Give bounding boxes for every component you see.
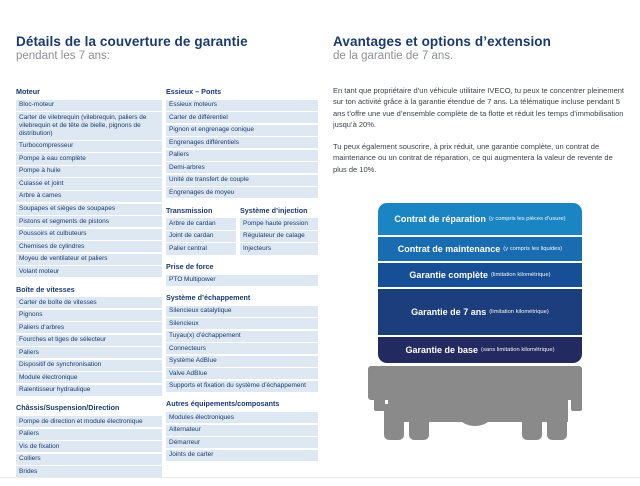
coverage-column bbox=[16, 88, 162, 486]
warranty-layer-note: (limitation kilométrique) bbox=[490, 272, 551, 278]
coverage-item: Pompe à eau complète bbox=[16, 153, 162, 164]
coverage-item: Pistons et segments de pistons bbox=[16, 216, 162, 227]
truck-wheel bbox=[547, 404, 567, 440]
coverage-block-group bbox=[166, 88, 318, 200]
coverage-block-group bbox=[166, 263, 318, 287]
advantages-paragraph-2: Tu peux également souscrire, à prix réduit, une garantie complète, un contrat de maintenance ou un contrat de réparation, ce qui augmentera la valeur de revente de plus de 10%. bbox=[333, 142, 613, 174]
coverage-item: Paliers bbox=[16, 347, 162, 358]
coverage-block-group bbox=[166, 400, 318, 462]
coverage-item: Chemises de cylindres bbox=[16, 241, 162, 252]
coverage-item: Système AdBlue bbox=[166, 356, 318, 367]
truck-axle-housing bbox=[452, 400, 498, 426]
coverage-section bbox=[166, 400, 318, 462]
coverage-item: Pignon et engrenage conique bbox=[166, 125, 318, 136]
coverage-item: Carter de différentiel bbox=[166, 112, 318, 123]
coverage-column bbox=[166, 88, 318, 486]
coverage-item: Paliers bbox=[166, 150, 318, 161]
coverage-item: Carter de boîte de vitesses bbox=[16, 297, 162, 308]
coverage-block-group bbox=[16, 88, 162, 279]
truck-silhouette-icon bbox=[362, 360, 594, 450]
left-page-title: Détails de la couverture de garantie bbox=[16, 34, 248, 49]
coverage-item: Poussoirs et culbuteurs bbox=[16, 229, 162, 240]
coverage-item: Pompe à huile bbox=[16, 166, 162, 177]
warranty-layer bbox=[378, 289, 582, 335]
coverage-section bbox=[166, 263, 318, 287]
coverage-item: Régulateur de calage bbox=[240, 231, 318, 242]
section-heading: Boîte de vitesses bbox=[16, 284, 75, 294]
coverage-item: Volant moteur bbox=[16, 266, 162, 277]
truck-wheel bbox=[522, 404, 542, 440]
coverage-item: Fourches et tiges de sélecteur bbox=[16, 335, 162, 346]
coverage-item: Engrenages de moyeu bbox=[166, 187, 318, 198]
coverage-item: Modules électroniques bbox=[166, 412, 318, 423]
section-heading: Transmission bbox=[166, 205, 213, 215]
warranty-layer bbox=[378, 203, 582, 235]
warranty-stack bbox=[378, 203, 582, 363]
warranty-layer-note: (limitation kilométrique) bbox=[489, 309, 549, 315]
coverage-details-section bbox=[16, 34, 320, 486]
warranty-layer-note: (sans limitation kilométrique) bbox=[481, 347, 555, 353]
coverage-section bbox=[16, 286, 162, 398]
coverage-item: Turbocompresseur bbox=[16, 141, 162, 152]
coverage-block-group bbox=[166, 294, 318, 393]
coverage-item: Démarreur bbox=[166, 437, 318, 448]
warranty-layer-note: (y compris les pièces d’usure) bbox=[488, 216, 566, 222]
coverage-item: Brides bbox=[16, 466, 162, 477]
coverage-item: Engrenages différentiels bbox=[166, 137, 318, 148]
truck-platform bbox=[368, 366, 582, 400]
section-heading: Autres équipements/composants bbox=[166, 399, 280, 409]
coverage-block-group bbox=[166, 207, 318, 256]
right-page-subtitle: de la garantie de 7 ans. bbox=[333, 50, 454, 62]
coverage-item: Palier central bbox=[166, 243, 236, 254]
coverage-item: Valve AdBlue bbox=[166, 368, 318, 379]
coverage-item: PTO Multipower bbox=[166, 275, 318, 286]
advantages-section bbox=[333, 34, 625, 175]
coverage-item: Joints de carter bbox=[166, 450, 318, 461]
coverage-item: Alternateur bbox=[166, 425, 318, 436]
truck-wheel bbox=[384, 404, 404, 440]
advantages-paragraph-1: En tant que propriétaire d’un véhicule utilitaire IVECO, tu peux te concentrer pleinement sur ton activité grâce à la garantie étendue de 7 ans. La télématique incluse pendant 5 ans t’offre une vue d’ensemble complète de ta flotte et réduit les temps d’immobilisation jusqu’à 20%. bbox=[333, 86, 624, 129]
warranty-layer-label: Garantie complète bbox=[409, 270, 488, 280]
warranty-layer-label: Contrat de réparation bbox=[394, 214, 486, 224]
coverage-item: Essieux moteurs bbox=[166, 100, 318, 111]
coverage-item: Connecteurs bbox=[166, 343, 318, 354]
coverage-item: Demi-arbres bbox=[166, 162, 318, 173]
coverage-item: Culasse et joint bbox=[16, 178, 162, 189]
coverage-item: Ralentisseur hydraulique bbox=[16, 385, 162, 396]
section-heading: Prise de force bbox=[166, 261, 214, 271]
coverage-item: Arbre à cames bbox=[16, 191, 162, 202]
truck-wheel bbox=[409, 404, 429, 440]
coverage-item: Bloc-moteur bbox=[16, 100, 162, 111]
coverage-item: Pompe haute pression bbox=[240, 218, 318, 229]
section-heading: Système d’échappement bbox=[166, 293, 251, 303]
warranty-layer-label: Garantie de base bbox=[405, 345, 479, 355]
coverage-section bbox=[166, 294, 318, 393]
coverage-item: Pignons bbox=[16, 310, 162, 321]
coverage-section bbox=[240, 207, 318, 256]
coverage-block-group bbox=[16, 404, 162, 478]
warranty-layer-label: Garantie de 7 ans bbox=[411, 307, 487, 317]
coverage-section bbox=[166, 207, 236, 256]
coverage-section bbox=[166, 88, 318, 200]
coverage-item: Paliers bbox=[16, 429, 162, 440]
coverage-item: Silencieux bbox=[166, 318, 318, 329]
warranty-layer-note: (y compris les liquides) bbox=[503, 246, 563, 252]
warranty-layer-label: Contrat de maintenance bbox=[397, 244, 501, 254]
warranty-layer bbox=[378, 263, 582, 287]
right-page-title: Avantages et options d’extension bbox=[333, 34, 551, 49]
coverage-item: Unité de transfert de couple bbox=[166, 175, 318, 186]
coverage-item: Carter de vilebrequin (vilebrequin, paliers de vilebrequin et de tête de bielle, pignons de distribution) bbox=[16, 112, 162, 139]
coverage-item: Dispositif de synchronisation bbox=[16, 360, 162, 371]
coverage-block-group bbox=[16, 286, 162, 398]
coverage-item: Pompe de direction et module électronique bbox=[16, 416, 162, 427]
coverage-item: Tuyau(x) d’échappement bbox=[166, 331, 318, 342]
truck-mirror-right bbox=[571, 398, 582, 411]
coverage-item: Supports et fixation du système d’échappement bbox=[166, 381, 318, 392]
coverage-columns bbox=[16, 88, 320, 486]
section-heading: Essieux – Ponts bbox=[166, 87, 222, 96]
coverage-section bbox=[16, 88, 162, 279]
section-heading: Châssis/Suspension/Direction bbox=[16, 403, 120, 413]
coverage-item: Injecteurs bbox=[240, 243, 318, 254]
warranty-layer bbox=[378, 237, 582, 261]
warranty-options-diagram bbox=[362, 203, 594, 453]
coverage-item: Silencieux catalytique bbox=[166, 306, 318, 317]
page-bottom-edge bbox=[0, 477, 640, 478]
coverage-item: Colliers bbox=[16, 454, 162, 465]
coverage-item: Moyeu de ventilateur et paliers bbox=[16, 254, 162, 265]
coverage-item: Joint de cardan bbox=[166, 231, 236, 242]
section-heading: Système d’injection bbox=[240, 205, 308, 215]
coverage-item: Soupapes et sièges de soupapes bbox=[16, 204, 162, 215]
coverage-section bbox=[16, 404, 162, 478]
coverage-item: Arbre de cardan bbox=[166, 218, 236, 229]
coverage-item: Paliers d’arbres bbox=[16, 322, 162, 333]
section-heading: Moteur bbox=[16, 87, 40, 96]
left-page-subtitle: pendant les 7 ans: bbox=[16, 50, 110, 62]
coverage-item: Module électronique bbox=[16, 372, 162, 383]
coverage-item: Vis de fixation bbox=[16, 441, 162, 452]
